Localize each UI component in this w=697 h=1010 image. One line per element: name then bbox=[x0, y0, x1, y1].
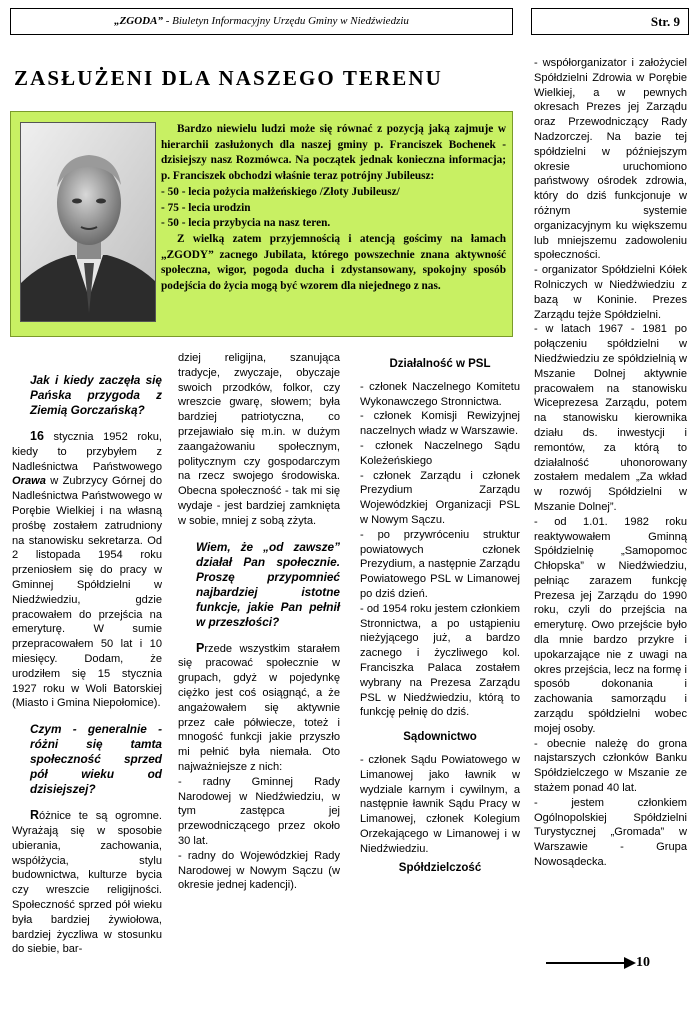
answer-1-pre: stycznia 1952 roku, kiedy to przybyłem z Nadleśnictwa Państwowego bbox=[12, 431, 162, 473]
question-3: Wiem, że „od zawsze” działał Pan społecznie. Proszę przypomnieć najbardziej istotne funkcje, jakie Pan pełnił w przeszłości? bbox=[196, 539, 340, 629]
list-item: - od 1954 roku jestem członkiem Stronnictwa, a po ustąpieniu nieżyjącego już, a bardzo zacnego i życzliwego kol. Franciszka Palaca zostałem wybrany na Prezesa Zarządu PSL w Niedźwiedziu, którą to funkcję pełnię do dziś. bbox=[360, 602, 520, 719]
answer-1-orawa: Orawa bbox=[12, 475, 46, 488]
list-item: - współorganizator i założyciel Spółdzielni Zdrowia w Porębie Wielkiej, a w pewnych okresach Prezes jej Zarządu oraz Przewodniczący Rady Nadzorczej. Na bazie tej spółdzielni w późniejszym okresie uruchomiono państwowy ośrodek zdrowia, który do dziś funkcjonuje w różnym systemie organizacyjnym ku większemu lub mniejszemu zadowoleniu społeczności. bbox=[534, 57, 687, 262]
answer-3 bbox=[178, 641, 340, 775]
continue-page-number: 10 bbox=[636, 955, 650, 970]
intro-paragraph-2: Z wielką zatem przyjemnością i atencją gościmy na łamach „ZGODY” zacnego Jubilata, którego powszechnie znana aktywność społeczna, wigor, pogoda ducha i zdystansowany, spokojny sposób podejścia do życia mogą być wzorem dla niejednego z nas. bbox=[161, 232, 506, 293]
list-item: - organizator Spółdzielni Kółek Rolniczych w Niedźwiedziu z bazą w Koninie. Prezes Zarządu tejże Spółdzielni. bbox=[534, 264, 687, 321]
section-heading-psl: Działalność w PSL bbox=[389, 358, 491, 370]
column-3 bbox=[360, 357, 520, 883]
intro-jubilee-3: - 50 - lecia przybycia na nasz teren. bbox=[161, 217, 331, 230]
answer-1 bbox=[12, 429, 162, 711]
header-zgoda: „ZGODA” bbox=[114, 15, 163, 27]
column-2 bbox=[178, 351, 340, 904]
answer-3-dropcap: P bbox=[196, 640, 205, 655]
function-item-2: - radny do Wojewódzkiej Rady Narodowej w Nowym Sączu (w okresie jednej kadencji). bbox=[178, 849, 340, 892]
intro-jubilee-1: - 50 - lecia pożycia małżeńskiego /Złoty Jubileusz/ bbox=[161, 185, 400, 198]
intro-paragraph-1: Bardzo niewielu ludzi może się równać z pozycją jaką zajmuje w hierarchii zasłużonych dla naszej gminy p. Franciszek Bochenek - dzisiejszy nasz Rozmówca. Na początek jednak konieczna informacja; p. Franciszek obchodzi właśnie teraz potrójny Jubileusz: bbox=[161, 123, 506, 183]
answer-2-dropcap: R bbox=[30, 808, 40, 823]
function-item-1: - radny Gminnej Rady Narodowej w Niedźwiedziu, w tym zastępca jej przewodniczącego przez około 30 lat. bbox=[178, 775, 340, 847]
list-item: - członek Naczelnego Sądu Koleżeńskiego bbox=[360, 439, 520, 467]
list-item: - członek Naczelnego Komitetu Wykonawczego Stronnictwa. bbox=[360, 380, 520, 408]
column-1 bbox=[12, 373, 162, 968]
list-item: - obecnie należę do grona najstarszych członków Banku Spółdzielczego w Mszanie ze stażem ponad 40 lat. bbox=[534, 737, 687, 795]
column-4 bbox=[534, 56, 687, 870]
psl-list bbox=[360, 380, 520, 720]
article-title: ZASŁUŻENI DLA NASZEGO TERENU bbox=[14, 66, 443, 90]
intro-box bbox=[10, 111, 513, 337]
answer-2-continued: dziej religijna, szanująca tradycje, zwyczaje, obyczaje swoich przodków, folkor, czy wreszcie gwarę, słowem; była bardziej patriotyczna, co przejawiało się m.in. w dużym zaangażowaniu społecznym, politycznym czy gospodarczym na rzecz swojego środowiska. Obecna społeczność - tak mi się wydaje - jest bardziej zamknięta w sobie, mniej z sobą zżyta. bbox=[178, 352, 340, 527]
answer-3-text: rzede wszystkim starałem się pracować społecznie w grupach, gdyż w pojedynkę ciężko jest coś osiągnąć, a że angażowałem się aktywnie przez całe półwiecze, toteż i mnogość funkcji jakie przyszło mi pełnić była niemała. Oto najważniejsze z nich: bbox=[178, 642, 340, 773]
section-heading-courts: Sądownictwo bbox=[403, 731, 477, 744]
section-heading-cooperatives: Spółdzielczość bbox=[398, 861, 482, 874]
list-item: - członek Sądu Powiatowego w Limanowej jako ławnik w wydziale karnym i cywilnym, a następnie ławnik Sądu Pracy w Limanowej, członek Kolegium Orzekającego w Limanowej i w Niedźwiedziu. bbox=[360, 753, 520, 855]
list-item: - od 1.01. 1982 roku reaktywowałem Gminną Spółdzielnię „Samopomoc Chłopska” w Niedźwiedziu, pełniąc zarazem funkcję Prezesa jej Zarządu do 1990 roku, czyli do przejścia na emeryturę. Owo przejście było dla mnie bardzo przykre i upokarzające nie z uwagi na okres przejścia, lecz na formę i sposób dokonania i zachowania samorządu i zarządu spółdzielni wobec mojej osoby. bbox=[534, 515, 687, 735]
header-bulletin bbox=[10, 8, 513, 35]
header-subtitle: - Biuletyn Informacyjny Urzędu Gminy w Niedźwiedziu bbox=[162, 15, 409, 27]
list-item: - jestem członkiem Ogólnopolskiej Spółdzielni Turystycznej „Gromada” w Warszawie - Grupa Nowosądecka. bbox=[534, 796, 687, 869]
list-item: - w latach 1967 - 1981 po połączeniu spółdzielni w Niedźwiedziu ze spółdzielnią w Mszanie Dolnej aktywnie pracowałem na stanowisku Wiceprezesa Zarządu, potem na stanowisku kierownika działu ds. inwestycji i remontów, za którą to działalność uhonorowany zostałem medalem „Za wkład w rozwój Spółdzielni w Mszanie Dolnej”. bbox=[534, 323, 687, 513]
answer-1-post: w Zubrzycy Górnej do Nadleśnictwa Państwowego w Porębie Wielkiej i na własną prośbę zostałem zatrudniony na stanowisku sekretarza. Od 2 listopada 1954 roku przeniosłem się do pracy w Gminnej Spółdzielni w Niedźwiedziu, gdzie pracowałem do przejścia na emeryturę. W sumie przepracowałem 50 lat i 10 miesięcy. Dodam, że urodziłem się 15 stycznia 1927 roku w Woli Batorskiej (Miasto i Gmina Niepołomice). bbox=[12, 475, 162, 710]
question-1: Jak i kiedy zaczęła się Pańska przygoda z Ziemią Gorczańską? bbox=[30, 373, 162, 417]
answer-2 bbox=[12, 808, 162, 957]
list-item: - członek Zarządu i członek Prezydium Zarządu Wojewódzkiej Organizacji PSL w Nowym Sączu. bbox=[360, 469, 520, 526]
list-item: - po przywróceniu struktur powiatowych członek Prezydium, a następnie Zarządu Powiatowego PSL w Limanowej po dziś dzień. bbox=[360, 528, 520, 600]
intro-text bbox=[161, 122, 506, 295]
list-item: - członek Komisji Rewizyjnej naczelnych władz w Warszawie. bbox=[360, 410, 520, 438]
continue-arrow-icon bbox=[544, 952, 684, 974]
portrait-icon bbox=[21, 123, 156, 322]
intro-jubilee-2: - 75 - lecia urodzin bbox=[161, 201, 251, 214]
question-2: Czym - generalnie - różni się tamta społeczność sprzed pół wieku od dzisiejszej? bbox=[30, 722, 162, 797]
courts-list bbox=[360, 753, 520, 857]
answer-1-dropcap: 16 bbox=[30, 429, 44, 443]
page-number: Str. 9 bbox=[531, 8, 689, 35]
answer-2-text: óżnice te są ogromne. Wyrażają się w sposobie ubierania, zachowania, współżycia, stylu budownictwa, kulturze bycia czy wreszcie religijności. Społeczność sprzed pół wieku była bardziej żywiołowa, bardziej życzliwa w stosunku do siebie, bar- bbox=[12, 810, 162, 956]
portrait-photo bbox=[20, 122, 156, 322]
cooperatives-list bbox=[534, 56, 687, 870]
